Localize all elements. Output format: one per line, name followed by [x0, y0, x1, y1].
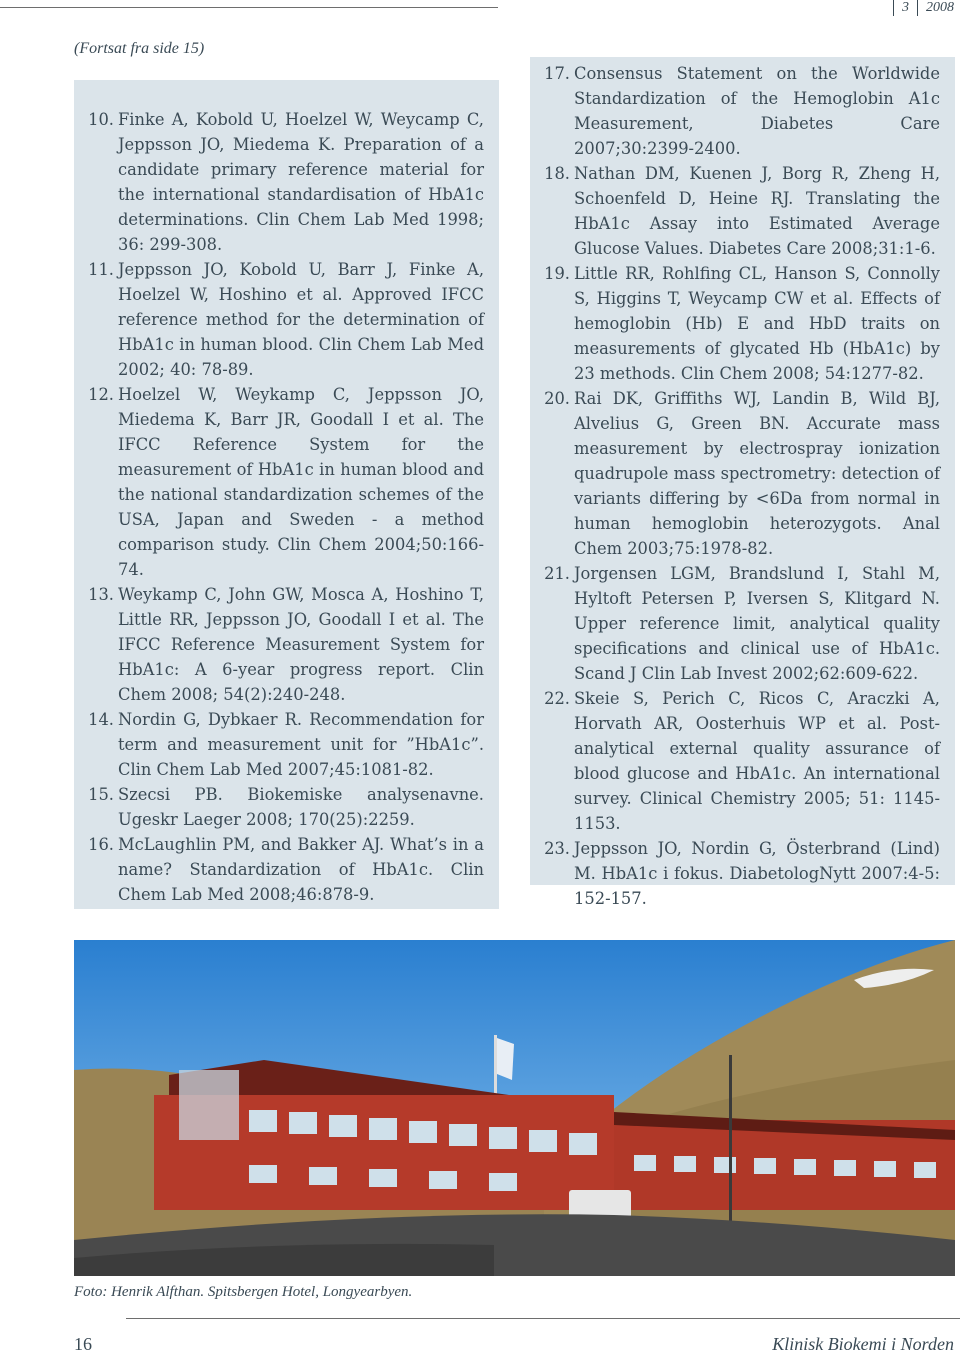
reference-text: Weykamp C, John GW, Mosca A, Hoshino T, Little RR, Jeppsson JO, Goodall I et al. The IFCC Reference Measurement System for HbA1c: A 6-year progress report. Clin Chem 2008; 54(2):240-248.	[118, 585, 484, 704]
references-box-right	[530, 57, 955, 908]
reference-list-left	[84, 107, 484, 907]
reference-text: Skeie S, Perich C, Ricos C, Araczki A, Horvath AR, Oosterhuis WP et al. Post-analytical external quality assurance of blood glucose and HbA1c. An international survey. Clinical Chemistry 2005; 51: 1145-1153.	[574, 689, 940, 833]
reference-number: 15.	[88, 785, 114, 804]
reference-item	[540, 61, 940, 161]
reference-text: Hoelzel W, Weykamp C, Jeppsson JO, Miedema K, Barr JR, Goodall I et al. The IFCC Reference System for the measurement of HbA1c in human blood and the national standardization schemes of the USA, Japan and Sweden - a method comparison study. Clin Chem 2004;50:166-74.	[118, 385, 484, 579]
reference-item	[84, 782, 484, 832]
issue-divider-right	[917, 0, 918, 16]
reference-number: 22.	[544, 689, 570, 708]
hotel-photo	[74, 940, 955, 1276]
reference-number: 20.	[544, 389, 570, 408]
journal-name: Klinisk Biokemi i Norden	[772, 1334, 954, 1354]
references-box-left	[74, 80, 499, 909]
reference-list-right	[540, 61, 940, 911]
reference-text: Finke A, Kobold U, Hoelzel W, Weycamp C, Jeppsson JO, Miedema K. Preparation of a candidate primary reference material for the international standardisation of HbA1c determinations. Clin Chem Lab Med 1998; 36: 299-308.	[118, 110, 484, 254]
reference-item	[540, 261, 940, 386]
reference-number: 14.	[88, 710, 114, 729]
reference-text: Rai DK, Griffiths WJ, Landin B, Wild BJ, Alvelius G, Green BN. Accurate mass measurement by electrospray ionization quadrupole mass spectrometry: detection of variants differing by <6Da from normal in human hemoglobin heterozygots. Anal Chem 2003;75:1978-82.	[574, 389, 940, 558]
reference-number: 13.	[88, 585, 114, 604]
issue-number: 3	[902, 0, 909, 15]
reference-item	[540, 686, 940, 836]
reference-number: 11.	[88, 260, 114, 279]
continued-note: (Fortsat fra side 15)	[74, 40, 205, 57]
reference-item	[84, 707, 484, 782]
reference-number: 12.	[88, 385, 114, 404]
bottom-rule	[126, 1318, 960, 1319]
hotel-photo-illustration	[74, 940, 955, 1276]
reference-item	[540, 386, 940, 561]
issue-label	[885, 0, 954, 16]
issue-divider-left	[893, 0, 894, 16]
reference-item	[84, 382, 484, 582]
reference-number: 23.	[544, 839, 570, 858]
photo-caption: Foto: Henrik Alfthan. Spitsbergen Hotel, Longyearbyen.	[74, 1284, 413, 1300]
reference-item	[84, 582, 484, 707]
reference-text: Nordin G, Dybkaer R. Recommendation for term and measurement unit for ”HbA1c”. Clin Chem Lab Med 2007;45:1081-82.	[118, 710, 484, 779]
reference-item	[540, 836, 940, 911]
reference-text: Jeppsson JO, Nordin G, Österbrand (Lind) M. HbA1c i fokus. DiabetologNytt 2007:4-5: 152-157.	[574, 839, 940, 908]
building-stair	[179, 1070, 239, 1140]
reference-text: Nathan DM, Kuenen J, Borg R, Zheng H, Schoenfeld D, Heine RJ. Translating the HbA1c Assay into Estimated Average Glucose Values. Diabetes Care 2008;31:1-6.	[574, 164, 940, 258]
reference-item	[540, 161, 940, 261]
reference-item	[84, 257, 484, 382]
reference-number: 16.	[88, 835, 114, 854]
reference-text: Jeppsson JO, Kobold U, Barr J, Finke A, Hoelzel W, Hoshino et al. Approved IFCC reference method for the determination of HbA1c in human blood. Clin Chem Lab Med 2002; 40: 78-89.	[118, 260, 484, 379]
reference-number: 18.	[544, 164, 570, 183]
reference-item	[540, 561, 940, 686]
reference-number: 10.	[88, 110, 114, 129]
reference-item	[84, 832, 484, 907]
issue-year: 2008	[926, 0, 954, 15]
reference-number: 19.	[544, 264, 570, 283]
top-rule	[0, 7, 498, 8]
reference-number: 17.	[544, 64, 570, 83]
flag	[497, 1038, 514, 1080]
reference-text: McLaughlin PM, and Bakker AJ. What’s in a name? Standardization of HbA1c. Clin Chem Lab Med 2008;46:878-9.	[118, 835, 484, 904]
reference-text: Consensus Statement on the Worldwide Standardization of the Hemoglobin A1c Measurement, Diabetes Care 2007;30:2399-2400.	[574, 64, 940, 158]
van	[569, 1190, 631, 1218]
page-number: 16	[74, 1334, 92, 1354]
reference-text: Szecsi PB. Biokemiske analysenavne. Ugeskr Laeger 2008; 170(25):2259.	[118, 785, 484, 829]
reference-item	[84, 107, 484, 257]
street-lamp	[729, 1055, 732, 1230]
reference-text: Little RR, Rohlfing CL, Hanson S, Connolly S, Higgins T, Weycamp CW et al. Effects of hemoglobin (Hb) E and HbD traits on measurements of glycated Hb (HbA1c) by 23 methods. Clin Chem 2008; 54:1277-82.	[574, 264, 940, 383]
reference-text: Jorgensen LGM, Brandslund I, Stahl M, Hyltoft Petersen P, Iversen S, Klitgard N. Upper reference limit, analytical quality specifications and clinical use of HbA1c. Scand J Clin Lab Invest 2002;62:609-622.	[574, 564, 940, 683]
reference-number: 21.	[544, 564, 570, 583]
